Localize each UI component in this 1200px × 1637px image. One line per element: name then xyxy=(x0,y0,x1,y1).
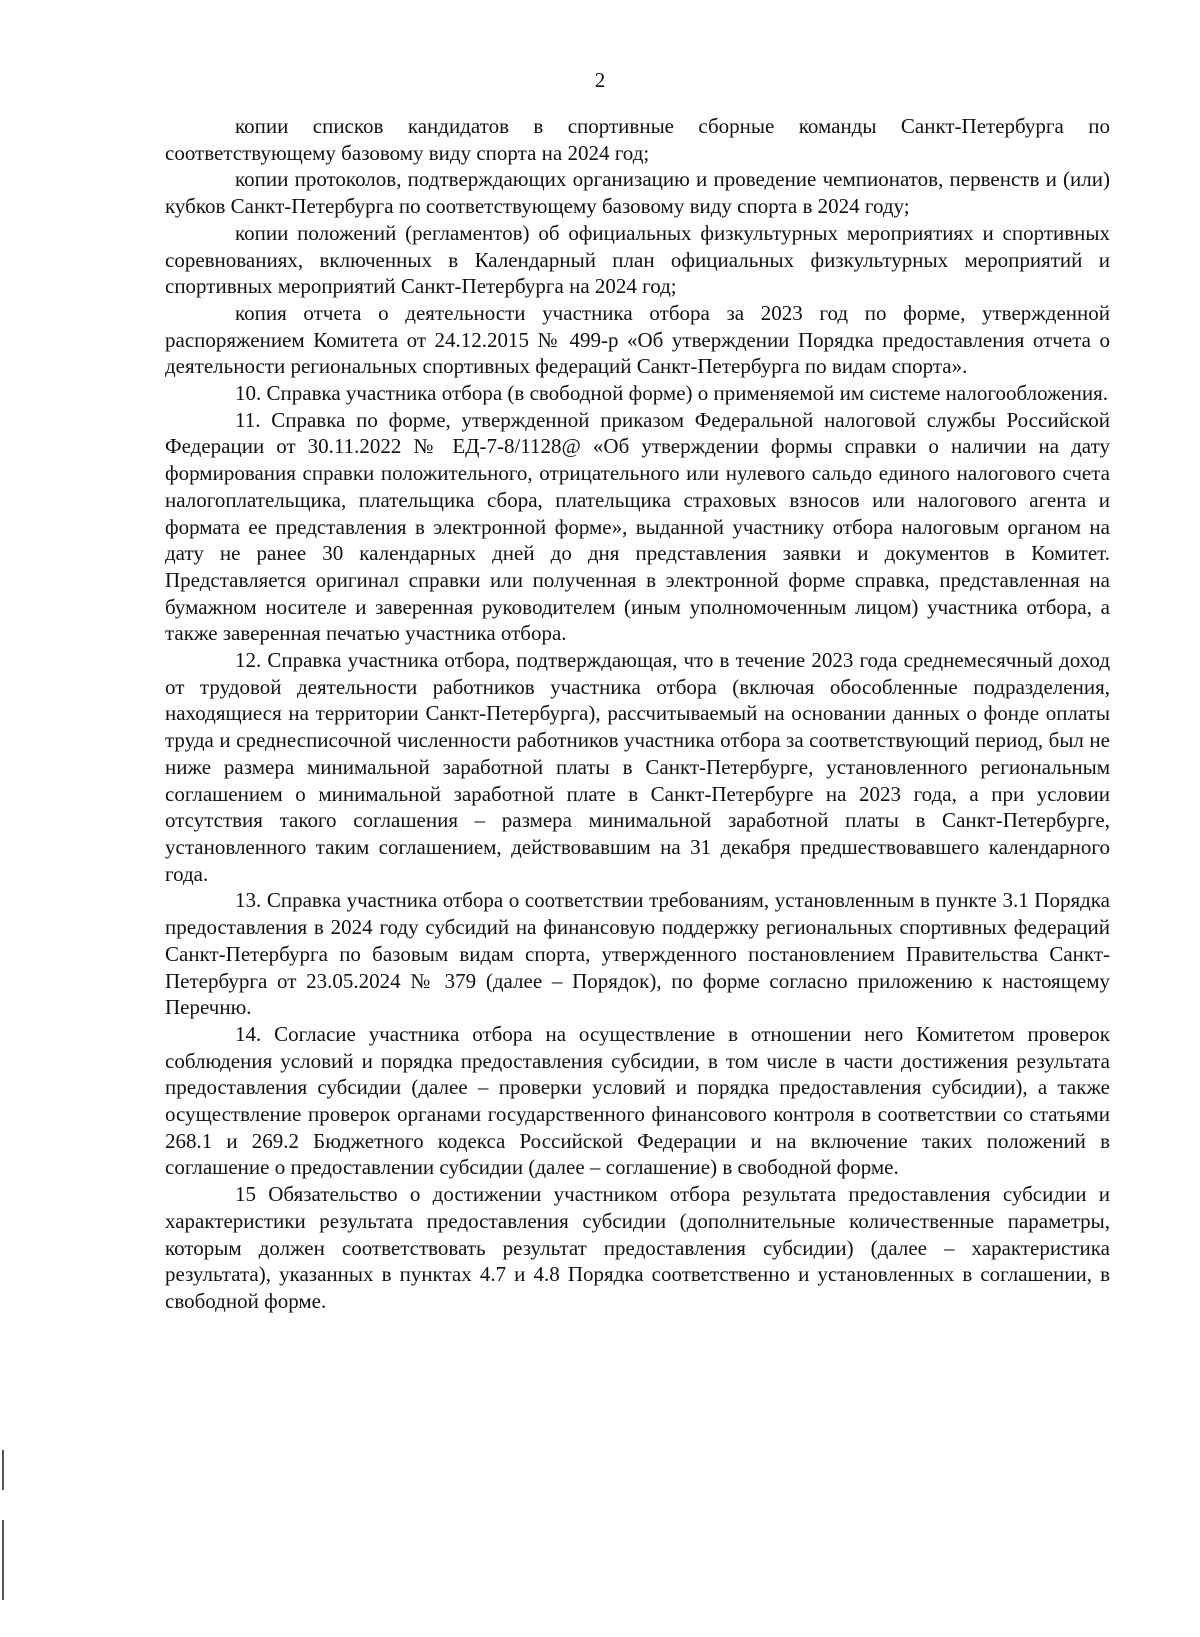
document-body xyxy=(165,113,1110,1315)
paragraph-item-10: 10. Справка участника отбора (в свободной форме) о применяемой им системе налогообложения. xyxy=(235,381,1109,406)
page-number: 2 xyxy=(594,68,606,92)
paragraph-item-11: 11. Справка по форме, утвержденной приказом Федеральной налоговой службы Российской Федерации от 30.11.2022 № ЕД-7-8/1128@ «Об утверждении формы справки о наличии на дату формирования справки положительного, отрицательного или нулевого сальдо единого налогового счета налогоплательщика, плательщика сбора, плательщика страховых взносов или налогового агента и формата ее представления в электронной форме», выданной участнику отбора налоговым органом на дату не ранее 30 календарных дней до дня представления заявки и документов в Комитет. Представляется оригинал справки или полученная в электронной форме справка, представленная на бумажном носителе и заверенная руководителем (иным уполномоченным лицом) участника отбора, а также заверенная печатью участника отбора. xyxy=(165,407,1110,646)
paragraph-candidate-lists: копии списков кандидатов в спортивные сборные команды Санкт-Петербурга по соответствующему базовому виду спорта на 2024 год; xyxy=(165,114,1110,165)
paragraph-item-15: 15 Обязательство о достижении участником отбора результата предоставления субсидии и характеристики результата предоставления субсидии (дополнительные количественные параметры, которым должен соответствовать результат предоставления субсидии) (далее – характеристика результата), указанных в пунктах 4.7 и 4.8 Порядка соответственно и установленных в соглашении, в свободной форме. xyxy=(165,1182,1110,1313)
paragraph-item-14: 14. Согласие участника отбора на осуществление в отношении него Комитетом проверок соблюдения условий и порядка предоставления субсидии, в том числе в части достижения результата предоставления субсидии (далее – проверки условий и порядка предоставления субсидии), а также осуществление проверок органами государственного финансового контроля в соответствии со статьями 268.1 и 269.2 Бюджетного кодекса Российской Федерации и на включение таких положений в соглашение о предоставлении субсидии (далее – соглашение) в свободной форме. xyxy=(165,1021,1110,1180)
paragraph-item-13: 13. Справка участника отбора о соответствии требованиям, установленным в пункте 3.1 Порядка предоставления в 2024 году субсидий на финансовую поддержку региональных спортивных федераций Санкт-Петербурга по базовым видам спорта, утвержденного постановлением Правительства Санкт-Петербурга от 23.05.2024 № 379 (далее – Порядок), по форме согласно приложению к настоящему Перечню. xyxy=(165,888,1110,1020)
paragraph-regulations: копии положений (регламентов) об официальных физкультурных мероприятиях и спортивных соревнованиях, включенных в Календарный план официальных физкультурных мероприятий и спортивных мероприятий Санкт-Петербурга на 2024 год; xyxy=(165,220,1110,299)
scan-edge-mark xyxy=(2,1520,4,1600)
paragraph-activity-report: копия отчета о деятельности участника отбора за 2023 год по форме, утвержденной распоряжением Комитета от 24.12.2015 № 499-р «Об утверждении Порядка предоставления отчета о деятельности региональных спортивных федераций Санкт-Петербурга по видам спорта». xyxy=(165,300,1110,379)
paragraph-item-12: 12. Справка участника отбора, подтверждающая, что в течение 2023 года среднемесячный доход от трудовой деятельности работников участника отбора (включая обособленные подразделения, находящиеся на территории Санкт-Петербурга), рассчитываемый на основании данных о фонде оплаты труда и среднесписочной численности работников участника отбора за соответствующий период, был не ниже размера минимальной заработной платы в Санкт-Петербурге, установленного региональным соглашением о минимальной заработной плате в Санкт-Петербурге на 2023 года, а при условии отсутствия такого соглашения – размера минимальной заработной платы в Санкт-Петербурге, установленного таким соглашением, действовавшим на 31 декабря предшествовавшего календарного года. xyxy=(165,648,1110,886)
scan-edge-mark xyxy=(2,1450,4,1490)
paragraph-protocols: копии протоколов, подтверждающих организацию и проведение чемпионатов, первенств и (или) кубков Санкт-Петербурга по соответствующему базовому виду спорта в 2024 году; xyxy=(165,167,1110,219)
